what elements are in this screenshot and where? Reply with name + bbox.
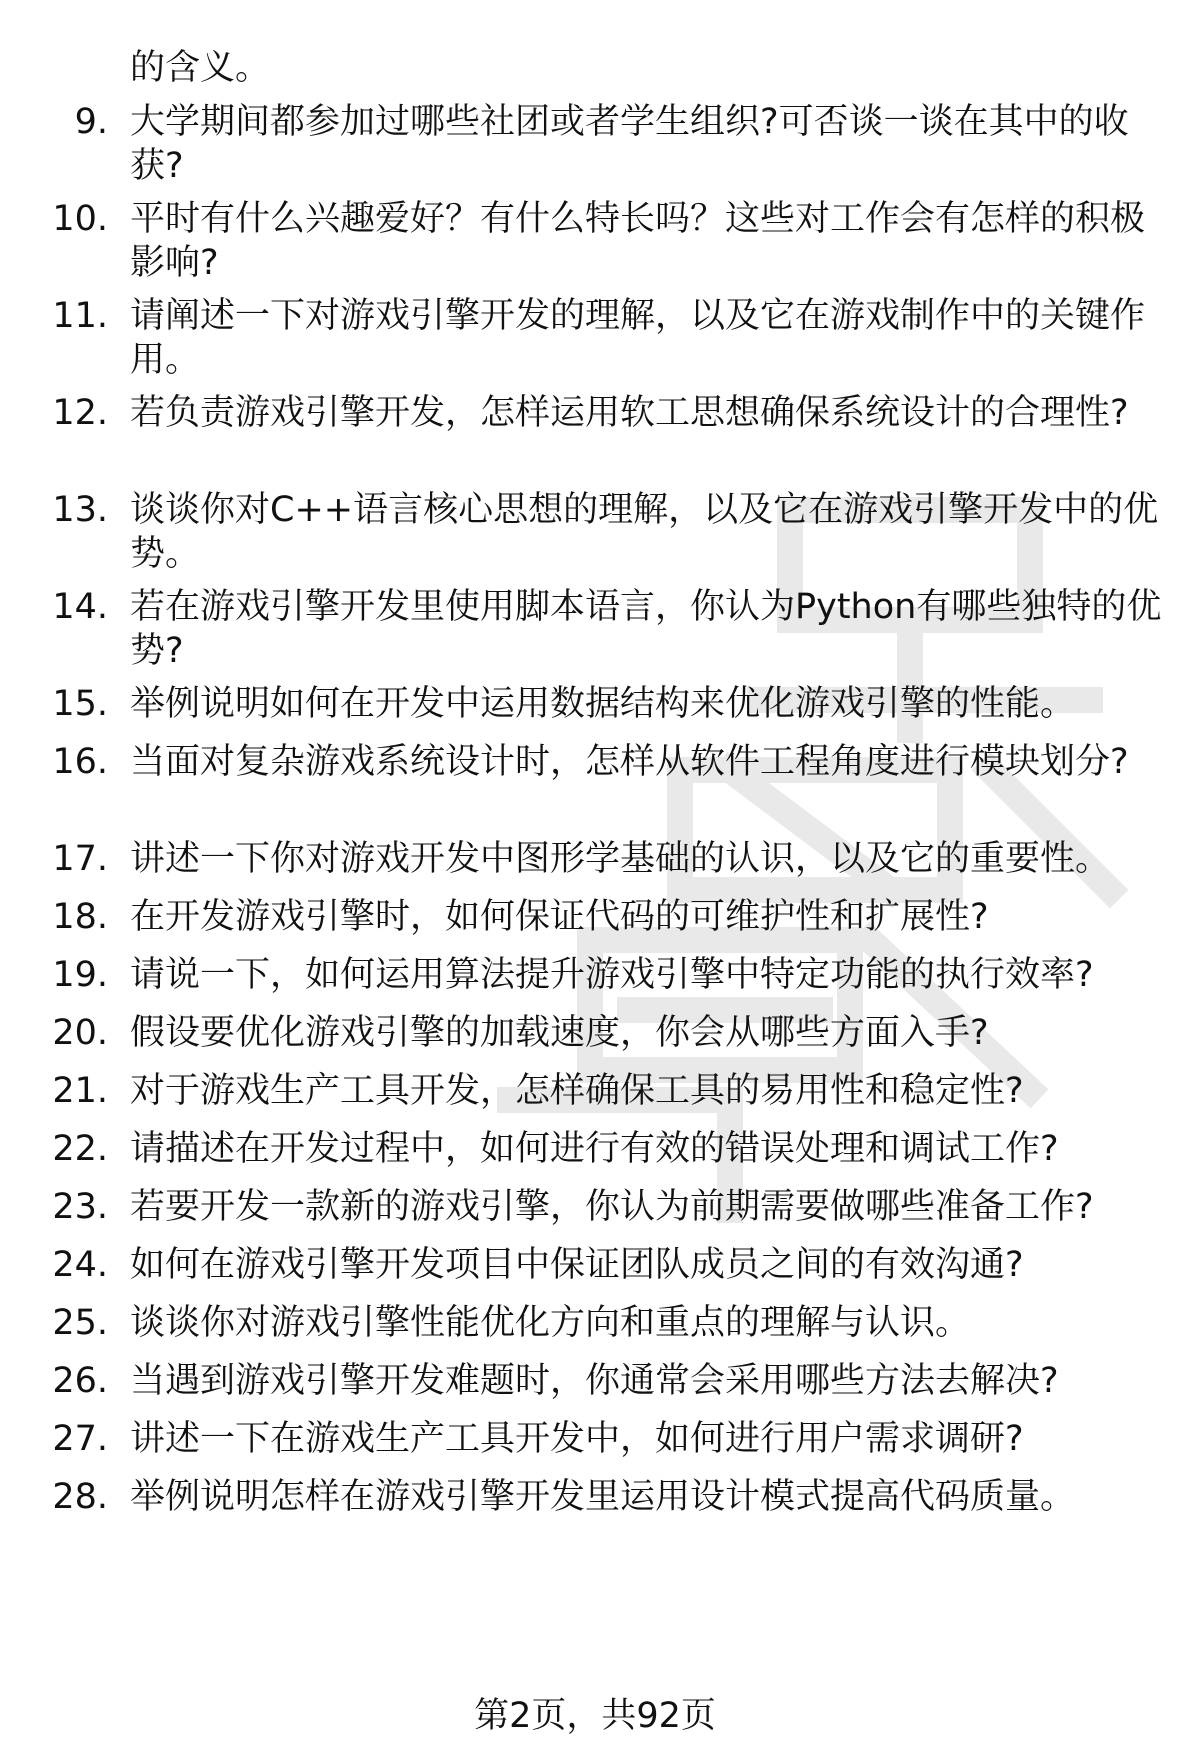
question-text: 假设要优化游戏引擎的加载速度，你会从哪些方面入手? xyxy=(130,1013,989,1053)
question-text: 大学期间都参加过哪些社团或者学生组织?可否谈一谈在其中的收获? xyxy=(130,102,1129,186)
question-number: 16. xyxy=(52,742,108,782)
question-text: 谈谈你对C++语言核心思想的理解，以及它在游戏引擎开发中的优势。 xyxy=(130,490,1159,574)
question-number: 23. xyxy=(52,1187,108,1227)
question-number: 26. xyxy=(52,1361,108,1401)
question-number: 22. xyxy=(52,1129,108,1169)
question-text: 对于游戏生产工具开发，怎样确保工具的易用性和稳定性? xyxy=(130,1071,1024,1111)
question-number: 28. xyxy=(52,1477,108,1517)
question-text: 举例说明如何在开发中运用数据结构来优化游戏引擎的性能。 xyxy=(130,684,1076,724)
question-number: 21. xyxy=(52,1071,108,1111)
page-footer xyxy=(0,1694,1190,1738)
question-number: 18. xyxy=(52,897,108,937)
question-text: 请说一下，如何运用算法提升游戏引擎中特定功能的执行效率? xyxy=(130,955,1094,995)
continuation-text: 的含义。 xyxy=(130,48,271,88)
question-number: 24. xyxy=(52,1245,108,1285)
question-text: 若在游戏引擎开发里使用脚本语言，你认为Python有哪些独特的优势? xyxy=(130,587,1162,671)
question-number: 27. xyxy=(52,1419,108,1459)
question-text: 在开发游戏引擎时，如何保证代码的可维护性和扩展性? xyxy=(130,897,989,937)
question-text: 请描述在开发过程中，如何进行有效的错误处理和调试工作? xyxy=(130,1129,1059,1169)
question-number: 9. xyxy=(74,102,108,142)
question-number: 10. xyxy=(52,199,108,239)
question-text: 请阐述一下对游戏引擎开发的理解，以及它在游戏制作中的关键作用。 xyxy=(130,296,1146,380)
question-number: 15. xyxy=(52,684,108,724)
question-text: 讲述一下你对游戏开发中图形学基础的认识，以及它的重要性。 xyxy=(130,839,1111,879)
page-number-label: 第2页，共92页 xyxy=(474,1696,716,1736)
question-text: 若负责游戏引擎开发，怎样运用软工思想确保系统设计的合理性? xyxy=(130,393,1129,433)
question-text: 当面对复杂游戏系统设计时，怎样从软件工程角度进行模块划分? xyxy=(130,742,1129,782)
question-number: 25. xyxy=(52,1303,108,1343)
question-number: 11. xyxy=(52,296,108,336)
question-number: 13. xyxy=(52,490,108,530)
question-number: 19. xyxy=(52,955,108,995)
question-number: 17. xyxy=(52,839,108,879)
question-text: 平时有什么兴趣爱好？有什么特长吗？这些对工作会有怎样的积极影响? xyxy=(130,199,1146,283)
question-text: 当遇到游戏引擎开发难题时，你通常会采用哪些方法去解决? xyxy=(130,1361,1059,1401)
question-number: 12. xyxy=(52,393,108,433)
question-text: 谈谈你对游戏引擎性能优化方向和重点的理解与认识。 xyxy=(130,1303,971,1343)
question-text: 举例说明怎样在游戏引擎开发里运用设计模式提高代码质量。 xyxy=(130,1477,1076,1517)
question-text: 讲述一下在游戏生产工具开发中，如何进行用户需求调研? xyxy=(130,1419,1024,1459)
question-text: 如何在游戏引擎开发项目中保证团队成员之间的有效沟通? xyxy=(130,1245,1024,1285)
question-number: 20. xyxy=(52,1013,108,1053)
question-number: 14. xyxy=(52,587,108,627)
question-text: 若要开发一款新的游戏引擎，你认为前期需要做哪些准备工作? xyxy=(130,1187,1094,1227)
